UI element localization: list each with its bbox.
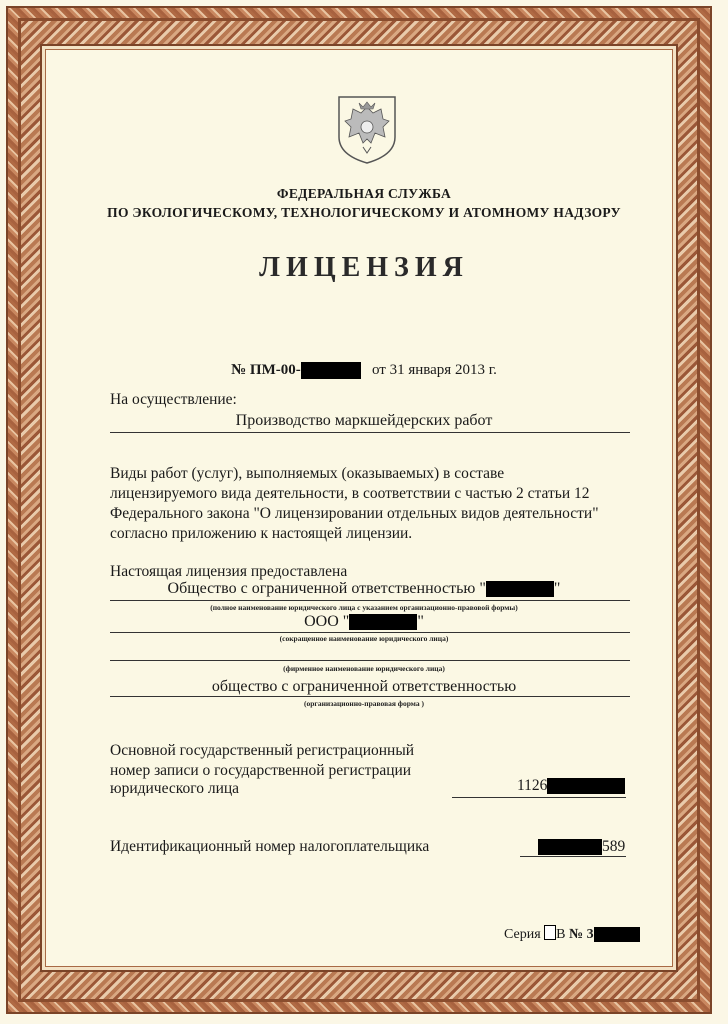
legal-form-value: общество с ограниченной ответственностью — [211, 678, 517, 695]
agency-name-line1: ФЕДЕРАЛЬНАЯ СЛУЖБА — [276, 186, 452, 201]
licensee-short-name — [0, 613, 728, 631]
licensee-short-name-text: ООО " — [304, 613, 350, 630]
full-name-caption: (полное наименование юридического лица с указанием организационно-правовой формы) — [210, 603, 518, 612]
licensee-full-name — [0, 580, 728, 598]
works-text-line1: Виды работ (услуг), выполняемых (оказываемых) в составе — [110, 465, 505, 482]
licensee-full-name-text: Общество с ограниченной ответственностью " — [167, 580, 486, 597]
document-title: ЛИЦЕНЗИЯ — [259, 252, 469, 283]
activity-label: На осуществление: — [110, 391, 237, 408]
redacted-company-name — [486, 581, 554, 597]
licensee-label: Настоящая лицензия предоставлена — [110, 563, 348, 580]
inn-value-suffix: 589 — [602, 838, 626, 855]
agency-name-line2: ПО ЭКОЛОГИЧЕСКОМУ, ТЕХНОЛОГИЧЕСКОМУ И АТОМНОМУ НАДЗОРУ — [107, 205, 621, 220]
ogrn-label-line3: юридического лица — [110, 780, 240, 797]
series-letter: В — [556, 927, 566, 942]
series-box — [544, 925, 556, 940]
redacted-short-name — [349, 614, 417, 630]
licensee-short-name-close: " — [417, 613, 424, 630]
coat-of-arms-icon — [331, 93, 403, 165]
brand-name-underline — [110, 660, 630, 661]
inn-label: Идентификационный номер налогоплательщика — [110, 838, 430, 855]
license-number-prefix: № ПМ-00- — [231, 362, 301, 378]
ogrn-label-line1: Основной государственный регистрационный — [110, 742, 415, 759]
ogrn-label-line2: номер записи о государственной регистрации — [110, 762, 412, 779]
works-text-line2: лицензируемого вида деятельности, в соответствии с частью 2 статьи 12 — [110, 485, 590, 502]
activity-value: Производство маркшейдерских работ — [235, 412, 493, 429]
short-name-underline — [110, 632, 630, 633]
license-date: от 31 января 2013 г. — [371, 362, 497, 378]
redacted-series-number — [594, 927, 640, 942]
legal-form-underline — [110, 696, 630, 697]
full-name-underline — [110, 600, 630, 601]
inn-underline — [520, 856, 626, 857]
series-label: Серия — [504, 927, 541, 942]
ogrn-underline — [452, 797, 626, 798]
activity-underline — [110, 432, 630, 433]
brand-name-caption: (фирменное наименование юридического лица) — [283, 664, 445, 673]
licensee-full-name-close: " — [553, 580, 561, 597]
series-number-label: № 3 — [569, 927, 594, 942]
works-text-line4: согласно приложению к настоящей лицензии. — [110, 525, 413, 542]
ogrn-value — [517, 776, 625, 795]
redacted-license-number — [301, 362, 361, 379]
legal-form-caption: (организационно-правовая форма ) — [304, 699, 424, 708]
short-name-caption: (сокращенное наименование юридического лица) — [279, 634, 449, 643]
redacted-ogrn — [547, 778, 625, 794]
form-series — [504, 925, 640, 943]
works-text-line3: Федерального закона "О лицензировании отдельных видов деятельности" — [110, 505, 599, 522]
ogrn-value-prefix: 1126 — [517, 777, 548, 794]
license-number-line — [0, 362, 728, 379]
inn-value — [538, 837, 625, 856]
redacted-inn — [538, 839, 602, 855]
